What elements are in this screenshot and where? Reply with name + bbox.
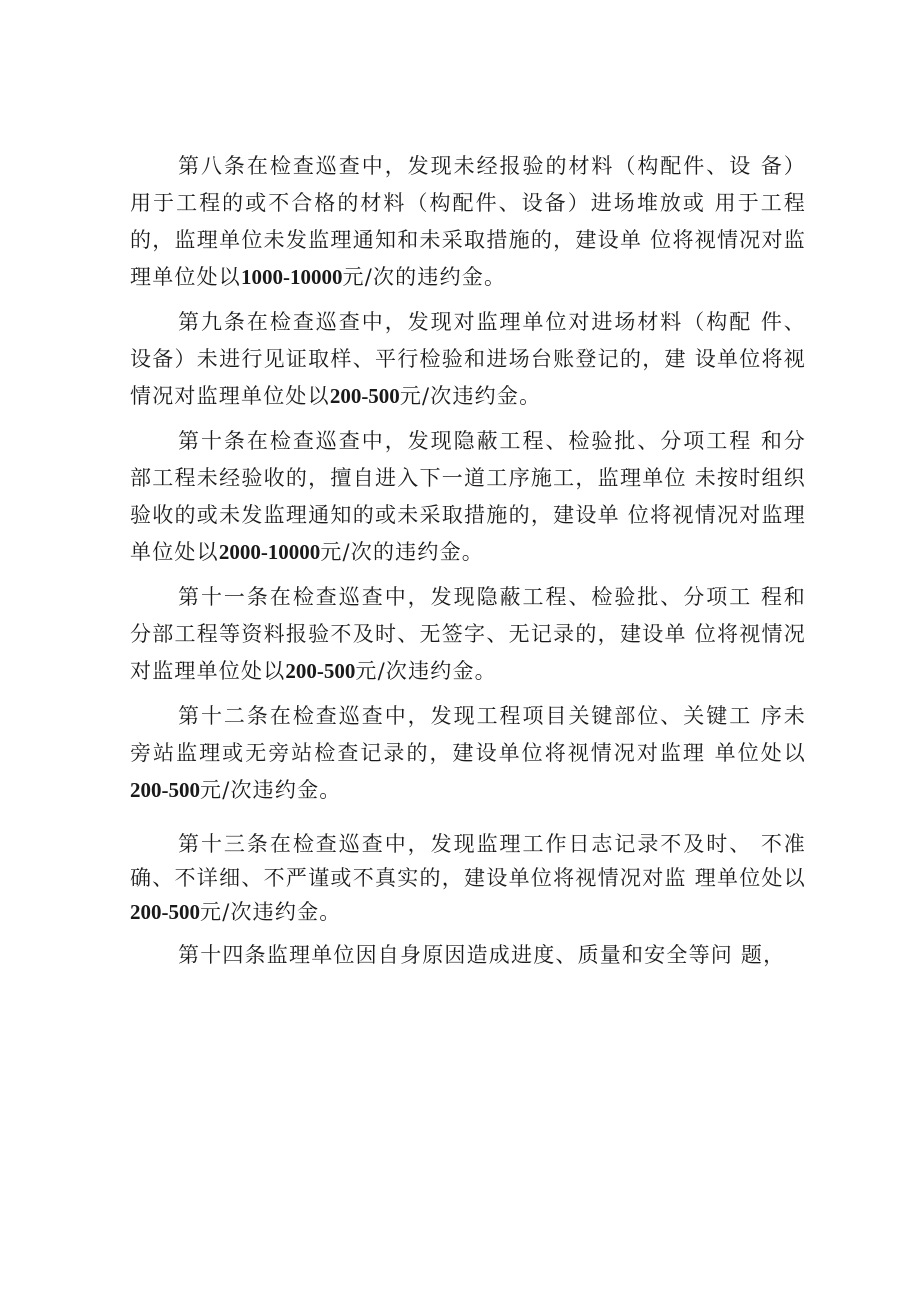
article-12-amount: 200-500 — [130, 778, 200, 802]
article-9-amount: 200-500 — [329, 384, 400, 408]
article-12-suffix: 元/次违约金。 — [200, 778, 342, 802]
article-13-amount: 200-500 — [130, 900, 200, 924]
article-10 — [130, 423, 806, 571]
article-14 — [130, 937, 806, 974]
article-10-text: 第十条在检查巡查中，发现隐蔽工程、检验批、分项工程 和分部工程未经验收的，擅自进入下一道工序施工，监理单位 未按时组织验收的或未发监理通知的或未采取措施的，建设单 位将视情况对监理单位处以 — [130, 429, 806, 564]
article-8-amount: 1000-10000 — [241, 265, 343, 289]
article-9 — [130, 304, 806, 415]
article-9-text: 第九条在检查巡查中，发现对监理单位对进场材料（构配 件、设备）未进行见证取样、平行检验和进场台账登记的，建 设单位将视情况对监理单位处以 — [130, 310, 806, 408]
document-body — [130, 148, 806, 974]
article-12-text: 第十二条在检查巡查中，发现工程项目关键部位、关键工 序未旁站监理或无旁站检查记录的，建设单位将视情况对监理 单位处以 — [130, 704, 806, 765]
article-9-suffix: 元/次违约金。 — [399, 384, 542, 408]
article-11-suffix: 元/次违约金。 — [355, 659, 497, 683]
article-8-text: 第八条在检查巡查中，发现未经报验的材料（构配件、设 备）用于工程的或不合格的材料（构配件、设备）进场堆放或 用于工程的，监理单位未发监理通知和未采取措施的，建设单 位将视情况对监理单位处以 — [130, 154, 806, 289]
article-11-text: 第十一条在检查巡查中，发现隐蔽工程、检验批、分项工 程和分部工程等资料报验不及时、无签字、无记录的，建设单 位将视情况对监理单位处以 — [130, 585, 806, 683]
article-12 — [130, 698, 806, 809]
article-10-suffix: 元/次的违约金。 — [320, 540, 484, 564]
article-14-text: 第十四条监理单位因自身原因造成进度、质量和安全等问 题， — [178, 943, 786, 967]
article-8 — [130, 148, 806, 296]
article-10-amount: 2000-10000 — [218, 540, 321, 564]
article-11 — [130, 579, 806, 690]
article-13-suffix: 元/次违约金。 — [200, 900, 342, 924]
article-11-amount: 200-500 — [285, 659, 356, 683]
article-13 — [130, 827, 806, 929]
article-13-text: 第十三条在检查巡查中，发现监理工作日志记录不及时、 不准确、不详细、不严谨或不真实的，建设单位将视情况对监 理单位处以 — [130, 832, 806, 890]
article-8-suffix: 元/次的违约金。 — [342, 265, 507, 289]
